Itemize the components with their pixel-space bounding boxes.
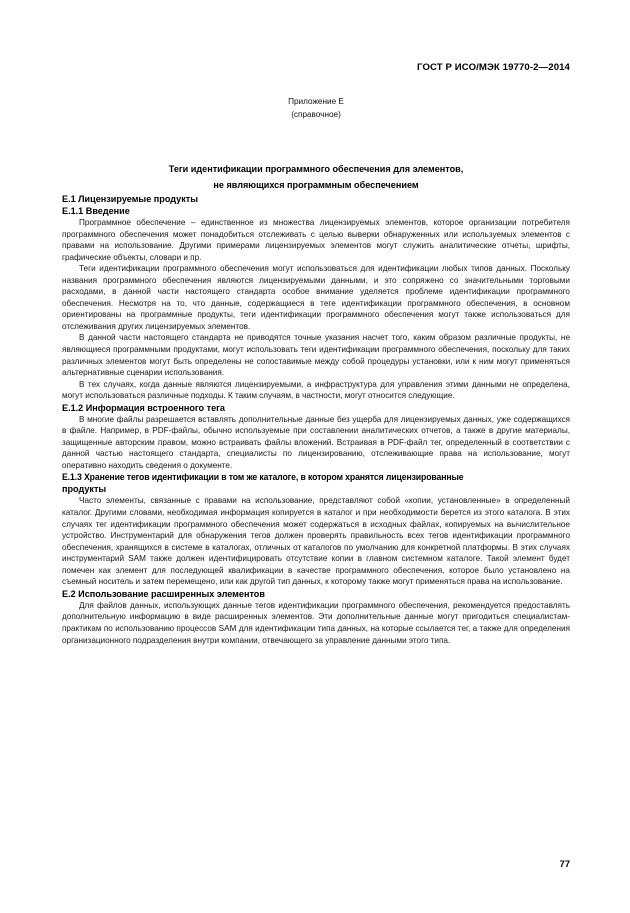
heading-e1-3-line-2: продукты [62, 484, 107, 495]
paragraph-e1-3-1: Часто элементы, связанные с правами на использование, представляют собой «копии, установленные» в определенный каталог. Другими словами, необходимая информация копируется в каталог и при необходимости берется из этого каталога. В этих случаях тег идентификации программного обеспечения может содержаться в исходных файлах, копируемых на вычислительное устройство. Инструментарий для обнаружения тегов должен проверять правильность всех тегов идентификации программного обеспечения, хранящихся в системе в каталогах, отличных от каталогов по умолчанию для конкретной платформы. В этих случаях инструментарий SAM также должен идентифицировать отсутствие копии в главном системном каталоге. Такой элемент будет помечен как элемент для последующей квалификации в качестве программного обеспечения, которое было установлено на съемный носитель и затем перемещено, или как другой тип данных, к которому также могут применяться права на использование. [62, 496, 570, 587]
paragraph-e1-1-4: В тех случаях, когда данные являются лицензируемыми, а инфраструктура для управления этими данными не определена, могут использоваться различные подходы. К таким случаям, в частности, могут относится следующие. [62, 379, 570, 401]
heading-e1-2: Е.1.2 Информация встроенного тега [62, 402, 225, 413]
heading-e1: Е.1 Лицензируемые продукты [62, 194, 198, 204]
paragraph-e1-2-1: В многие файлы разрешается вставлять дополнительные данные без ущерба для лицензируемых данных, уже содержащихся в файле. Например, в PDF-файлы, обычно используемые при составлении аналитических отчетов, а также в другие материалы, защищенные авторским правом, можно встраивать файлы вложений. Встраивая в PDF-файл тег, определенный в соответствии с данной частью настоящего стандарта, специалисты по лицензированию, отслеживающие права на использование, могут оперативно находить сведения о документе. [62, 414, 570, 470]
page-number: 77 [559, 859, 570, 869]
annex-caption [62, 96, 570, 121]
standard-number-header: ГОСТ Р ИСО/МЭК 19770-2—2014 [417, 62, 570, 73]
paragraph-e1-1-2: Теги идентификации программного обеспечения могут использоваться для идентификации любых типов данных. Поскольку названия программного обеспечения являются лицензируемыми данными, и это сопряжено со значительными торговыми расходами, в данной части настоящего стандарта особое внимание уделяется проблеме идентификации программного обеспечения. Несмотря на то, что данные, содержащиеся в теге идентификации программного обеспечения, в основном ориентированы на программные продукты, теги идентификации программного обеспечения могут также использоваться для отслеживания других лицензируемых элементов. [62, 264, 570, 331]
annex-type: (справочное) [291, 109, 341, 119]
annex-title [62, 162, 570, 193]
heading-e1-3-line-1: Е.1.3 Хранение тегов идентификации в том же каталоге, в котором хранятся лицензированные [62, 472, 464, 483]
paragraph-e1-1-1: Программное обеспечение – единственное из множества лицензируемых элементов, которое организации потребителя программного обеспечения может понадобиться отслеживать с целью выверки обнаруженных или используемых элементов с правами на использование. Другими примерами лицензируемых элементов могут служить аналитические отчеты, шрифты, графические объекты, словари и пр. [62, 218, 570, 262]
annex-title-line-2: не являющихся программным обеспечением [213, 179, 419, 190]
annex-label: Приложение Е [288, 97, 344, 106]
annex-title-line-1: Теги идентификации программного обеспечения для элементов, [168, 164, 464, 174]
heading-e2: Е.2 Использование расширенных элементов [62, 588, 265, 599]
page-content [62, 0, 570, 646]
heading-e1-3 [62, 471, 570, 495]
paragraph-e1-1-3: В данной части настоящего стандарта не приводятся точные указания насчет того, каким образом различные продукты, не являющиеся программными продуктами, могут использовать теги идентификации программного обеспечения, поскольку для таких различных элементов могут быть определены не сопоставимые между собой процедуры установки, или к ним могут применяться альтернативные сценарии использования. [62, 333, 570, 378]
heading-e1-1: Е.1.1 Введение [62, 206, 130, 216]
paragraph-e2-1: Для файлов данных, использующих данные тегов идентификации программного обеспечения, рекомендуется предоставлять дополнительную информацию в виде расширенных элементов. Эти дополнительные данные могут пригодиться специалистам-практикам по использованию процессов SAM для идентификации типа данных, на которые ссылается тег, а также для определения организационного подразделения внутри компании, отвечающего за управление данными этого типа. [62, 600, 570, 645]
